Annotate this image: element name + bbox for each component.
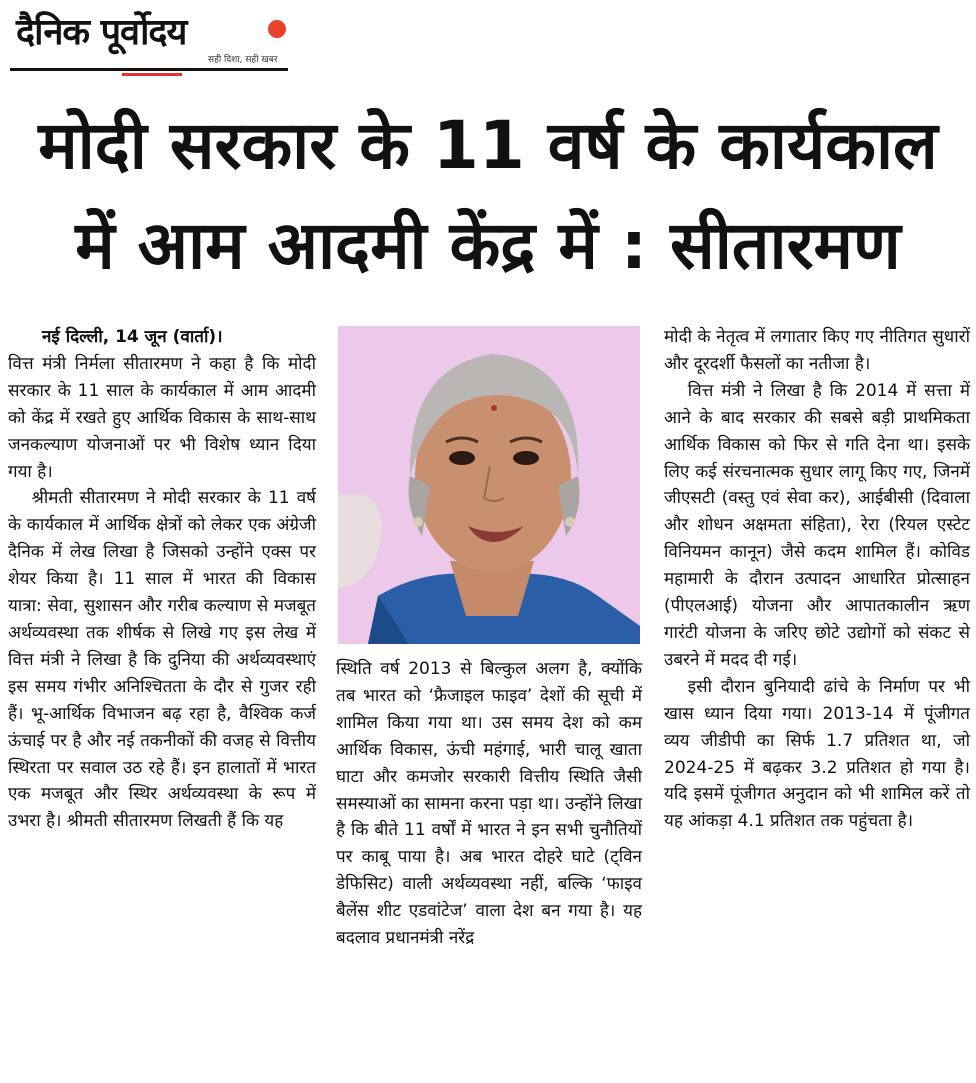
headline-line-1: मोदी सरकार के 11 वर्ष के कार्यकाल (38, 107, 938, 184)
masthead-logo-dot (268, 20, 286, 38)
paragraph: स्थिति वर्ष 2013 से बिल्कुल अलग है, क्योंकि तब भारत को ‘फ्रैजाइल फाइव’ देशों की सूची में शामिल किया गया था। उस समय देश को कम आर्थिक विकास, ऊंची महंगाई, भारी चालू खाता घाटा और कमजोर सरकारी वित्तीय स्थिति जैसी समस्याओं का सामना करना पड़ा था। उन्होंने लिखा है कि बीते 11 वर्षों में भारत ने इन सभी चुनौतियों पर काबू पाया है। अब भारत दोहरे घाटे (ट्विन डेफिसिट) वाली अर्थव्यवस्था नहीं, बल्कि ‘फाइव बैलेंस शीट एडवांटेज’ वाला देश बन गया है। यह बदलाव प्रधानमंत्री नरेंद्र (336, 659, 642, 949)
paragraph: वित्त मंत्री ने लिखा है कि 2014 में सत्ता में आने के बाद सरकार की सबसे बड़ी प्राथमिकता आर्थिक विकास को फिर से गति देना था। इसके लिए कई संरचनात्मक सुधार लागू किए गए, जिनमें जीएसटी (वस्तु एवं सेवा कर), आईबीसी (दिवाला और शोधन अक्षमता संहिता), रेरा (रियल एस्टेट विनियमन कानून) जैसे कदम शामिल हैं। कोविड महामारी के दौरान उत्पादन आधारित प्रोत्साहन (पीएलआई) योजना और आपातकालीन ऋण गारंटी योजना के जरिए छोटे उद्योगों को संकट से उबरने में मदद दी गई। (664, 380, 970, 670)
paragraph: श्रीमती सीतारमण ने मोदी सरकार के 11 वर्ष के कार्यकाल में आर्थिक क्षेत्रों को लेकर एक अंग्रेजी दैनिक में लेख लिखा है जिसको उन्होंने एक्स पर शेयर किया है। 11 साल में भारत की विकास यात्रा: सेवा, सुशासन और गरीब कल्याण से मजबूत अर्थव्यवस्था तक शीर्षक से लिखे गए इस लेख में वित्त मंत्री ने लिखा है कि दुनिया की अर्थव्यवस्थाएं इस समय गंभीर अनिश्चितता के दौर से गुजर रही हैं। भू-आर्थिक विभाजन बढ़ रहा है, वैश्विक कर्ज ऊंचाई पर है और नई तकनीकों की वजह से वित्तीय स्थिरता पर सवाल उठ रहे हैं। इन हालातों में भारत एक मजबूत और स्थिर अर्थव्यवस्था के रूप में उभरा है। श्रीमती सीतारमण लिखती हैं कि यह (8, 488, 316, 832)
dateline: नई दिल्ली, 14 जून (वार्ता)। (42, 327, 223, 347)
headline (16, 96, 960, 296)
masthead-red-bar (122, 73, 182, 76)
masthead-rule (10, 68, 288, 71)
paragraph: इसी दौरान बुनियादी ढांचे के निर्माण पर भी खास ध्यान दिया गया। 2013-14 में पूंजीगत व्यय जीडीपी का सिर्फ 1.7 प्रतिशत था, जो 2024-25 में बढ़कर 3.2 प्रतिशत हो गया है। यदि इसमें पूंजीगत अनुदान को भी शामिल करें तो यह आंकड़ा 4.1 प्रतिशत तक पहुंचता है। (664, 676, 970, 832)
article-column-2 (336, 656, 642, 952)
masthead (10, 6, 288, 72)
article-column-1 (8, 324, 316, 835)
headline-line-2: में आम आदमी केंद्र में : सीतारमण (75, 207, 901, 284)
masthead-title: दैनिक पूर्वोदय (16, 12, 187, 53)
article-photo (338, 326, 640, 644)
masthead-tagline: सही दिशा, सही खबर (208, 55, 278, 65)
paragraph: मोदी के नेतृत्व में लगातार किए गए नीतिगत सुधारों और दूरदर्शी फैसलों का नतीजा है। (664, 327, 970, 374)
paragraph: वित्त मंत्री निर्मला सीतारमण ने कहा है कि मोदी सरकार के 11 साल के कार्यकाल में आम आदमी को केंद्र में रखते हुए आर्थिक विकास के साथ-साथ जनकल्याण योजनाओं पर भी विशेष ध्यान दिया गया है। (8, 353, 316, 482)
portrait-image (338, 326, 640, 644)
article-column-3 (664, 324, 970, 835)
